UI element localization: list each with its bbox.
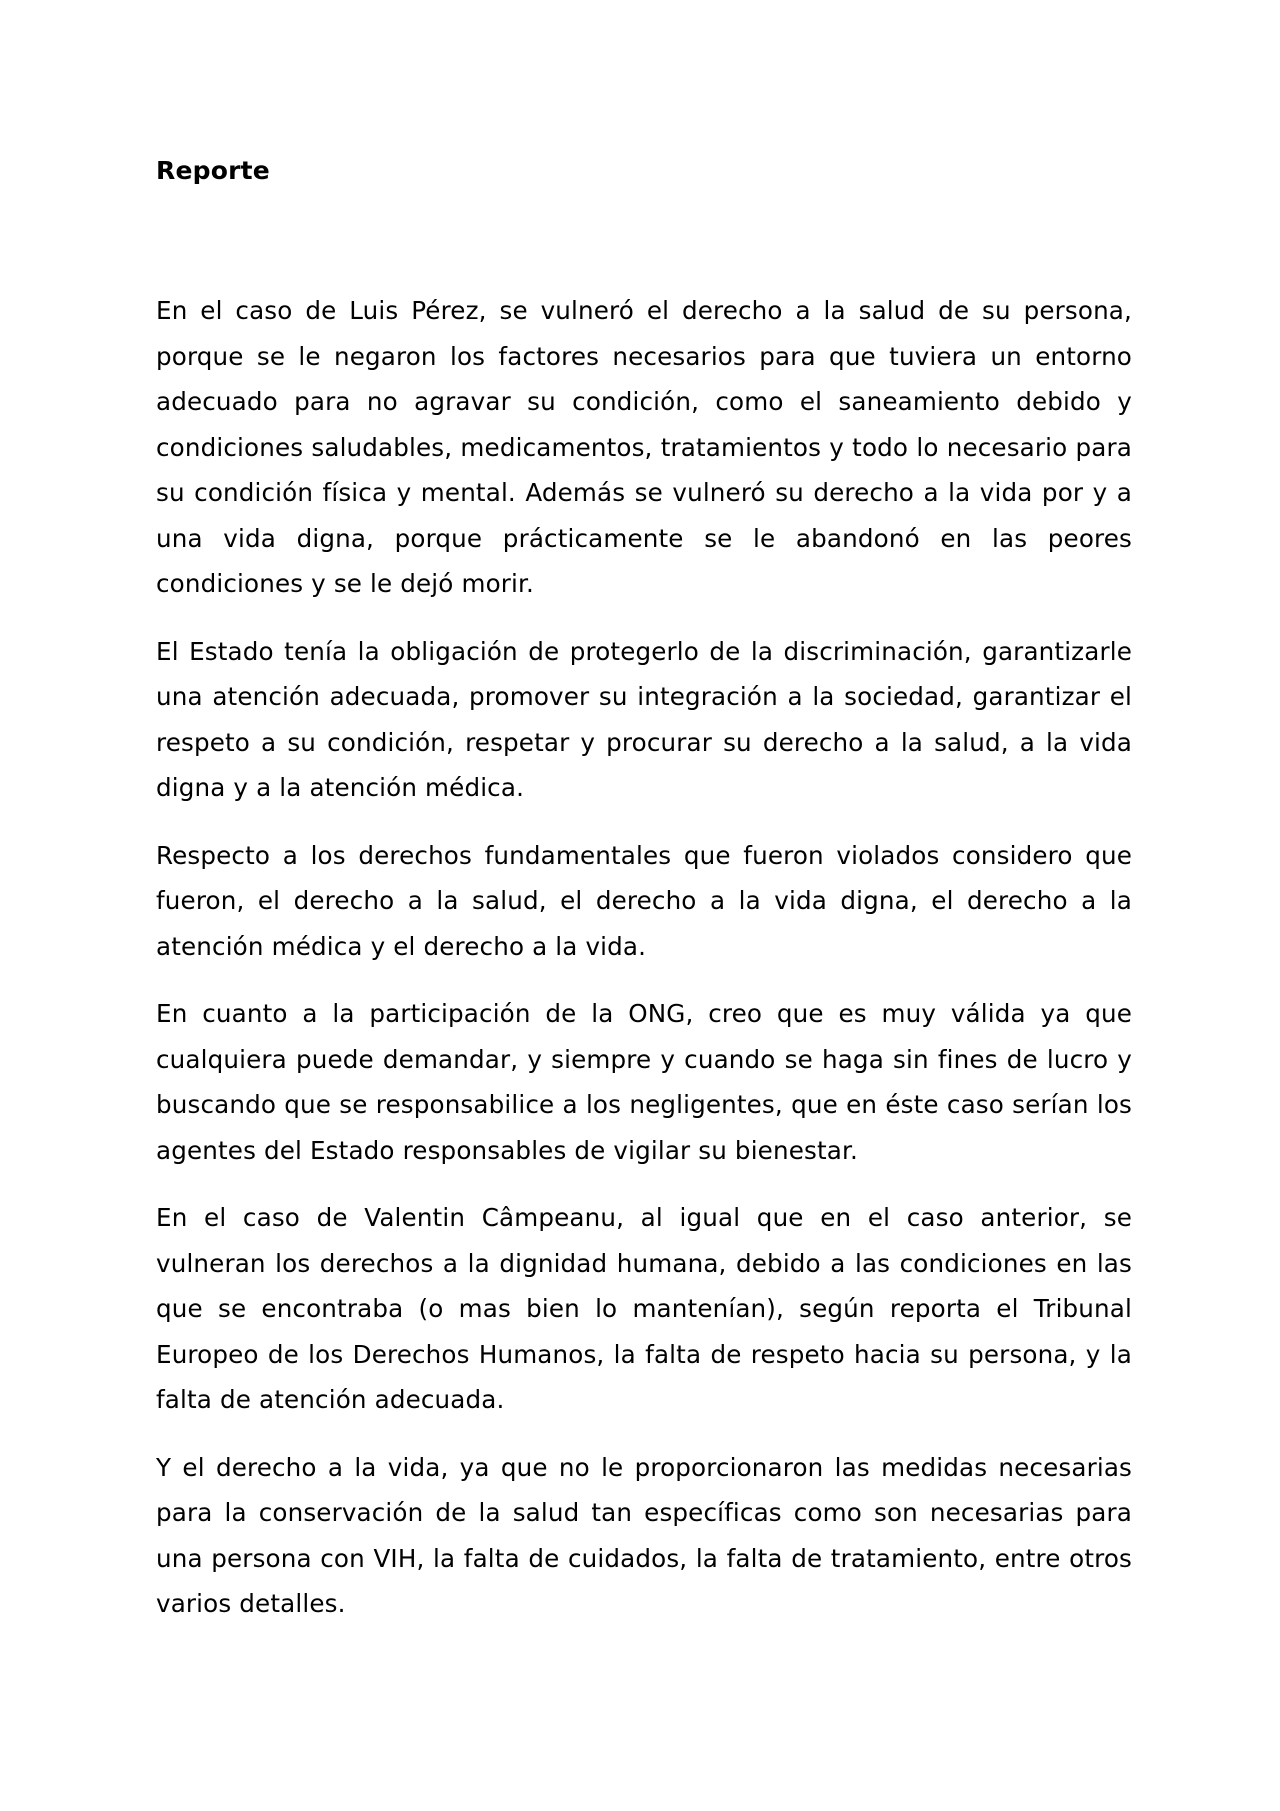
paragraph: Respecto a los derechos fundamentales que fueron violados considero que fueron, el derecho a la salud, el derecho a la vida digna, el derecho a la atención médica y el derecho a la vida.: [156, 840, 1132, 961]
paragraph: El Estado tenía la obligación de protegerlo de la discriminación, garantizarle una atención adecuada, promover su integración a la sociedad, garantizar el respeto a su condición, respetar y procurar su derecho a la salud, a la vida digna y a la atención médica.: [156, 636, 1132, 802]
paragraph: En el caso de Luis Pérez, se vulneró el derecho a la salud de su persona, porque se le negaron los factores necesarios para que tuviera un entorno adecuado para no agravar su condición, como el saneamiento debido y condiciones saludables, medicamentos, tratamientos y todo lo necesario para su condición física y mental. Además se vulneró su derecho a la vida por y a una vida digna, porque prácticamente se le abandonó en las peores condiciones y se le dejó morir.: [156, 296, 1132, 598]
document-title: Reporte: [156, 156, 270, 185]
paragraph: En el caso de Valentin Câmpeanu, al igual que en el caso anterior, se vulneran los derechos a la dignidad humana, debido a las condiciones en las que se encontraba (o mas bien lo mantenían), según reporta el Tribunal Europeo de los Derechos Humanos, la falta de respeto hacia su persona, y la falta de atención adecuada.: [156, 1203, 1132, 1414]
paragraph: Y el derecho a la vida, ya que no le proporcionaron las medidas necesarias para la conservación de la salud tan específicas como son necesarias para una persona con VIH, la falta de cuidados, la falta de tratamiento, entre otros varios detalles.: [156, 1452, 1132, 1618]
paragraph: En cuanto a la participación de la ONG, creo que es muy válida ya que cualquiera puede demandar, y siempre y cuando se haga sin fines de lucro y buscando que se responsabilice a los negligentes, que en éste caso serían los agentes del Estado responsables de vigilar su bienestar.: [156, 999, 1132, 1165]
document-body: [156, 288, 1132, 1649]
